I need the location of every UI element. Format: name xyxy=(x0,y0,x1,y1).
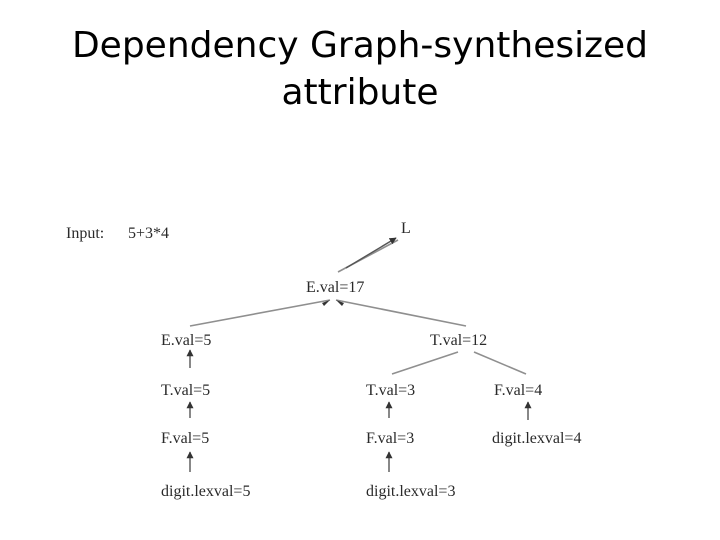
edge-t12-to-t3 xyxy=(392,352,458,374)
title-line-2: attribute xyxy=(281,72,439,113)
title-line-1: Dependency Graph-synthesized xyxy=(71,25,649,66)
node-t-val-12: T.val=12 xyxy=(430,332,488,349)
node-f-val-3: F.val=3 xyxy=(366,430,415,447)
node-digit-lexval-5: digit.lexval=5 xyxy=(161,483,251,500)
node-e-val-5: E.val=5 xyxy=(161,332,212,349)
node-digit-lexval-4: digit.lexval=4 xyxy=(492,430,582,447)
node-e-val-17: E.val=17 xyxy=(306,279,365,296)
arrow-e17-to-root xyxy=(346,238,396,268)
node-digit-lexval-3: digit.lexval=3 xyxy=(366,483,456,500)
node-f-val-4: F.val=4 xyxy=(494,382,543,399)
input-expression: 5+3*4 xyxy=(128,225,170,242)
edge-e17-to-e5 xyxy=(190,300,330,326)
node-t-val-3: T.val=3 xyxy=(366,382,416,399)
node-f-val-5: F.val=5 xyxy=(161,430,210,447)
node-t-val-5: T.val=5 xyxy=(161,382,211,399)
edge-t12-to-f4 xyxy=(474,352,526,374)
node-l: L xyxy=(401,220,411,237)
input-label: Input: xyxy=(66,225,105,242)
edge-e17-to-t12 xyxy=(336,300,466,326)
